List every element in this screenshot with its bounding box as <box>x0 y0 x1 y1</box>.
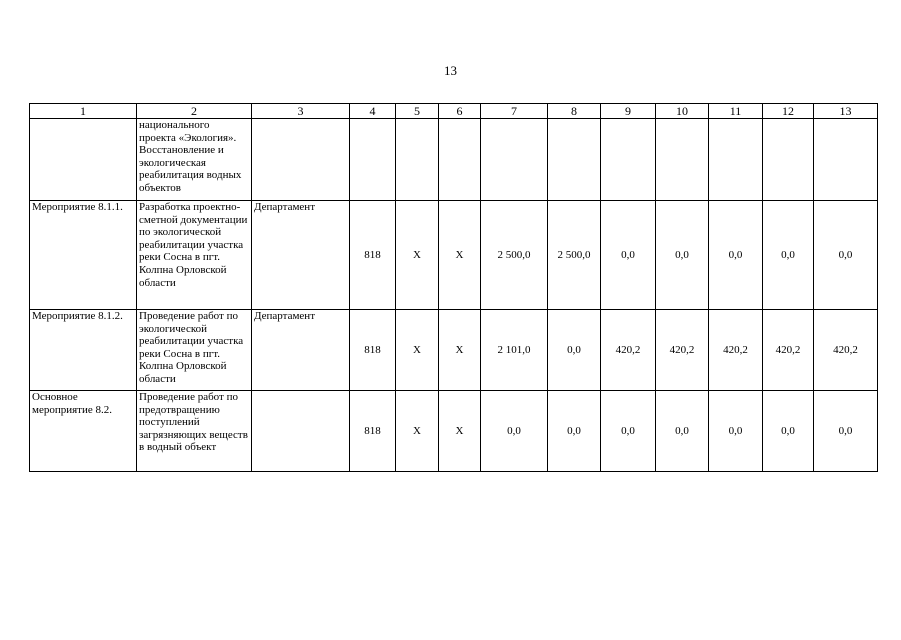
responsible-cell: Департамент <box>252 201 350 310</box>
value-cell: 0,0 <box>814 201 878 310</box>
value-cell: 2 500,0 <box>548 201 601 310</box>
value-cell: 0,0 <box>763 201 814 310</box>
table-header-cell: 3 <box>252 104 350 119</box>
value-cell: 0,0 <box>656 201 709 310</box>
value-cell <box>656 119 709 201</box>
activity-code-cell: Мероприятие 8.1.2. <box>30 310 137 391</box>
value-cell: 0,0 <box>601 201 656 310</box>
table-row <box>30 119 878 201</box>
value-cell <box>548 119 601 201</box>
value-cell: 818 <box>350 310 396 391</box>
page-number: 13 <box>444 63 457 78</box>
activity-name-cell: Разработка проектно-сметной документации по экологической реабилитации участка реки Сосна в пгт. Колпна Орловской области <box>137 201 252 310</box>
value-cell: 0,0 <box>709 201 763 310</box>
value-cell: 0,0 <box>763 391 814 472</box>
value-cell: Х <box>439 201 481 310</box>
value-cell: 818 <box>350 201 396 310</box>
value-cell: 0,0 <box>814 391 878 472</box>
value-cell <box>350 119 396 201</box>
value-cell <box>814 119 878 201</box>
table-header-cell: 5 <box>396 104 439 119</box>
table-row <box>30 201 878 310</box>
value-cell: 420,2 <box>763 310 814 391</box>
value-cell: 0,0 <box>656 391 709 472</box>
value-cell <box>481 119 548 201</box>
value-cell <box>763 119 814 201</box>
value-cell: 2 101,0 <box>481 310 548 391</box>
responsible-cell <box>252 391 350 472</box>
value-cell: Х <box>439 391 481 472</box>
value-cell: 0,0 <box>481 391 548 472</box>
table-row <box>30 310 878 391</box>
value-cell: Х <box>396 201 439 310</box>
activity-name-cell: Проведение работ по экологической реабилитации участка реки Сосна в пгт. Колпна Орловской области <box>137 310 252 391</box>
value-cell: 420,2 <box>601 310 656 391</box>
table-header-cell: 12 <box>763 104 814 119</box>
responsible-cell: Департамент <box>252 310 350 391</box>
value-cell: 0,0 <box>601 391 656 472</box>
value-cell: 2 500,0 <box>481 201 548 310</box>
value-cell: 420,2 <box>814 310 878 391</box>
value-cell: Х <box>396 310 439 391</box>
value-cell: 420,2 <box>656 310 709 391</box>
value-cell: 420,2 <box>709 310 763 391</box>
value-cell: 0,0 <box>548 391 601 472</box>
value-cell <box>601 119 656 201</box>
value-cell: 818 <box>350 391 396 472</box>
activity-code-cell <box>30 119 137 201</box>
table-header-cell: 7 <box>481 104 548 119</box>
table-row <box>30 391 878 472</box>
table-header-cell: 1 <box>30 104 137 119</box>
value-cell: 0,0 <box>709 391 763 472</box>
activity-code-cell: Мероприятие 8.1.1. <box>30 201 137 310</box>
value-cell <box>396 119 439 201</box>
budget-table <box>29 103 878 472</box>
activity-code-cell: Основное мероприятие 8.2. <box>30 391 137 472</box>
activity-name-cell: Проведение работ по предотвращению поступлений загрязняющих веществ в водный объект <box>137 391 252 472</box>
table-header-cell: 4 <box>350 104 396 119</box>
value-cell: Х <box>439 310 481 391</box>
value-cell: Х <box>396 391 439 472</box>
table-header-cell: 10 <box>656 104 709 119</box>
value-cell: 0,0 <box>548 310 601 391</box>
table-header-cell: 8 <box>548 104 601 119</box>
value-cell <box>439 119 481 201</box>
table-header-cell: 9 <box>601 104 656 119</box>
value-cell <box>709 119 763 201</box>
activity-name-cell: национального проекта «Экология». Восстановление и экологическая реабилитация водных объектов <box>137 119 252 201</box>
table-header-cell: 6 <box>439 104 481 119</box>
table-header-cell: 11 <box>709 104 763 119</box>
table-header-row <box>30 104 878 119</box>
responsible-cell <box>252 119 350 201</box>
table-header-cell: 13 <box>814 104 878 119</box>
table-header-cell: 2 <box>137 104 252 119</box>
